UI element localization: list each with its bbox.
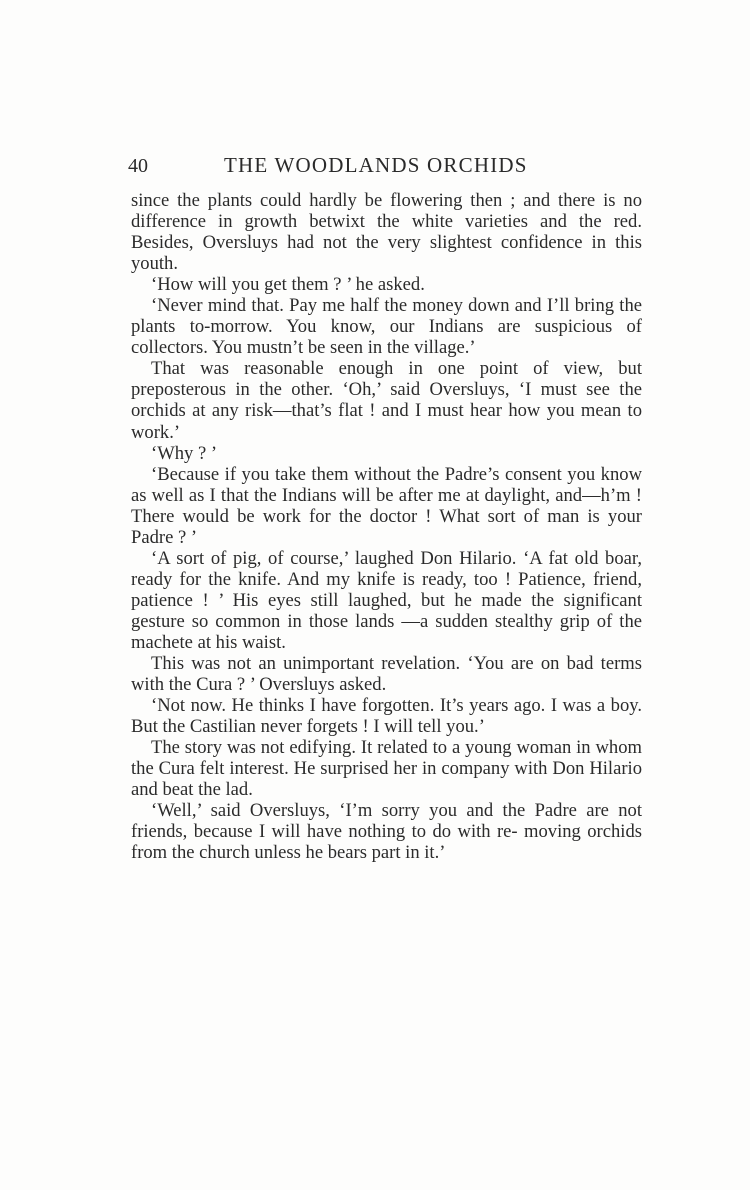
paragraph: That was reasonable enough in one point of view, but preposterous in the other. ‘Oh,’ said Oversluys, ‘I must see the orchids at any risk—that’s flat ! and I must hear how you mean to work.’	[131, 358, 642, 443]
paragraph: ‘How will you get them ? ’ he asked.	[151, 274, 425, 296]
paragraph: ‘A sort of pig, of course,’ laughed Don Hilario. ‘A fat old boar, ready for the knife. And my knife is ready, too ! Patience, friend, patience ! ’ His eyes still laughed, but he made the significant gesture so common in those lands —a sudden stealthy grip of the machete at his waist.	[131, 547, 642, 653]
paragraph: The story was not edifying. It related to a young woman in whom the Cura felt interest. He surprised her in company with Don Hilario and beat the lad.	[131, 737, 642, 801]
paragraph: since the plants could hardly be flowering then ; and there is no difference in growth betwixt the white varieties and the red. Besides, Oversluys had not the very slightest confidence in this youth.	[131, 190, 642, 275]
paragraph: ‘Because if you take them without the Padre’s consent you know as well as I that the Indians will be after me at daylight, and—h’m ! There would be work for the doctor ! What sort of man is your Padre ? ’	[131, 463, 642, 548]
paragraph: ‘Never mind that. Pay me half the money down and I’ll bring the plants to-morrow. You know, our Indians are suspicious of collectors. You mustn’t be seen in the village.’	[131, 295, 642, 359]
paragraph: ‘Not now. He thinks I have forgotten. It’s years ago. I was a boy. But the Castilian never forgets ! I will tell you.’	[131, 695, 642, 738]
paragraph: ‘Well,’ said Oversluys, ‘I’m sorry you and the Padre are not friends, because I will have nothing to do with re- moving orchids from the church unless he bears part in it.’	[131, 800, 642, 864]
running-title: THE WOODLANDS ORCHIDS	[224, 153, 528, 177]
page-header	[128, 153, 640, 179]
page-number: 40	[128, 155, 148, 177]
paragraph: This was not an unimportant revelation. ‘You are on bad terms with the Cura ? ’ Oversluys asked.	[131, 653, 642, 696]
paragraph: ‘Why ? ’	[151, 442, 218, 464]
body-text	[131, 190, 642, 864]
